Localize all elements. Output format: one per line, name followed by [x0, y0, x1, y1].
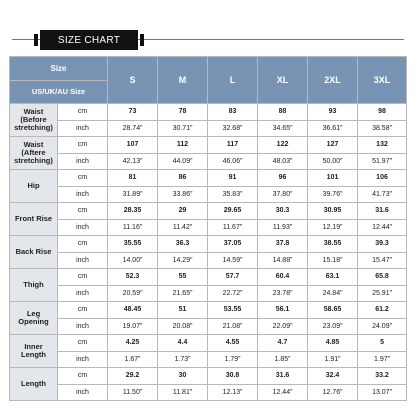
- value-cell: 12.76”: [308, 385, 358, 401]
- value-cell: 23.78”: [258, 286, 308, 302]
- value-cell: 11.16”: [108, 220, 158, 236]
- value-cell: 30.8: [208, 368, 258, 385]
- value-cell: 65.8: [358, 269, 407, 286]
- unit-cell: cm: [58, 335, 108, 352]
- value-cell: 52.3: [108, 269, 158, 286]
- value-cell: 35.83”: [208, 187, 258, 203]
- value-cell: 12.13”: [208, 385, 258, 401]
- value-cell: 106: [358, 170, 407, 187]
- value-cell: 28.35: [108, 203, 158, 220]
- value-cell: 11.67”: [208, 220, 258, 236]
- measurement-label: Inner Length: [10, 335, 58, 368]
- value-cell: 15.47”: [358, 253, 407, 269]
- value-cell: 11.50”: [108, 385, 158, 401]
- value-cell: 81: [108, 170, 158, 187]
- value-cell: 15.18”: [308, 253, 358, 269]
- value-cell: 30.71”: [158, 121, 208, 137]
- value-cell: 13.07”: [358, 385, 407, 401]
- unit-cell: cm: [58, 104, 108, 121]
- value-cell: 93: [308, 104, 358, 121]
- table-row: [10, 253, 407, 269]
- region-header: US/UK/AU Size: [10, 81, 108, 104]
- value-cell: 61.2: [358, 302, 407, 319]
- value-cell: 37.05: [208, 236, 258, 253]
- size-header: Size: [10, 57, 108, 81]
- measurement-label: Front Rise: [10, 203, 58, 236]
- value-cell: 58.65: [308, 302, 358, 319]
- value-cell: 21.65”: [158, 286, 208, 302]
- unit-cell: cm: [58, 269, 108, 286]
- value-cell: 1.85”: [258, 352, 308, 368]
- value-cell: 98: [358, 104, 407, 121]
- value-cell: 56.1: [258, 302, 308, 319]
- value-cell: 37.8: [258, 236, 308, 253]
- value-cell: 48.03”: [258, 154, 308, 170]
- value-cell: 29.65: [208, 203, 258, 220]
- unit-cell: cm: [58, 236, 108, 253]
- unit-cell: cm: [58, 203, 108, 220]
- table-row: [10, 385, 407, 401]
- value-cell: 51.97”: [358, 154, 407, 170]
- value-cell: 36.3: [158, 236, 208, 253]
- measurement-label: Leg Opening: [10, 302, 58, 335]
- unit-cell: inch: [58, 121, 108, 137]
- value-cell: 24.09”: [358, 319, 407, 335]
- size-col-3xl: 3XL: [358, 57, 407, 104]
- size-col-s: S: [108, 57, 158, 104]
- size-col-xl: XL: [258, 57, 308, 104]
- value-cell: 132: [358, 137, 407, 154]
- value-cell: 39.3: [358, 236, 407, 253]
- value-cell: 53.55: [208, 302, 258, 319]
- value-cell: 96: [258, 170, 308, 187]
- value-cell: 28.74”: [108, 121, 158, 137]
- table-row: [10, 286, 407, 302]
- page-title: SIZE CHART: [40, 30, 138, 50]
- value-cell: 14.59”: [208, 253, 258, 269]
- value-cell: 39.76”: [308, 187, 358, 203]
- table-row: [10, 302, 407, 319]
- value-cell: 88: [258, 104, 308, 121]
- value-cell: 25.91”: [358, 286, 407, 302]
- unit-cell: inch: [58, 352, 108, 368]
- unit-cell: cm: [58, 137, 108, 154]
- value-cell: 21.08”: [208, 319, 258, 335]
- size-chart-table: [9, 56, 407, 401]
- table-row: [10, 137, 407, 154]
- table-row: [10, 187, 407, 203]
- measurement-label: Hip: [10, 170, 58, 203]
- title-bar: [0, 30, 416, 50]
- value-cell: 60.4: [258, 269, 308, 286]
- table-row: [10, 170, 407, 187]
- value-cell: 117: [208, 137, 258, 154]
- value-cell: 30: [158, 368, 208, 385]
- size-col-m: M: [158, 57, 208, 104]
- value-cell: 57.7: [208, 269, 258, 286]
- value-cell: 44.09”: [158, 154, 208, 170]
- value-cell: 33.86”: [158, 187, 208, 203]
- value-cell: 4.4: [158, 335, 208, 352]
- value-cell: 32.4: [308, 368, 358, 385]
- title-tab-right: [140, 34, 144, 46]
- value-cell: 30.95: [308, 203, 358, 220]
- value-cell: 4.25: [108, 335, 158, 352]
- value-cell: 112: [158, 137, 208, 154]
- value-cell: 1.67”: [108, 352, 158, 368]
- value-cell: 33.2: [358, 368, 407, 385]
- value-cell: 14.88”: [258, 253, 308, 269]
- value-cell: 24.84”: [308, 286, 358, 302]
- value-cell: 73: [108, 104, 158, 121]
- value-cell: 36.61”: [308, 121, 358, 137]
- value-cell: 4.7: [258, 335, 308, 352]
- value-cell: 31.6: [358, 203, 407, 220]
- value-cell: 11.42”: [158, 220, 208, 236]
- value-cell: 22.72”: [208, 286, 258, 302]
- unit-cell: cm: [58, 302, 108, 319]
- table-row: [10, 335, 407, 352]
- unit-cell: cm: [58, 170, 108, 187]
- value-cell: 91: [208, 170, 258, 187]
- unit-cell: inch: [58, 385, 108, 401]
- value-cell: 42.13”: [108, 154, 158, 170]
- value-cell: 83: [208, 104, 258, 121]
- measurement-label: Back Rise: [10, 236, 58, 269]
- value-cell: 12.44”: [258, 385, 308, 401]
- table-row: [10, 154, 407, 170]
- value-cell: 12.19”: [308, 220, 358, 236]
- value-cell: 50.00”: [308, 154, 358, 170]
- value-cell: 107: [108, 137, 158, 154]
- value-cell: 31.89”: [108, 187, 158, 203]
- table-row: [10, 269, 407, 286]
- measurement-label: Waist (Before stretching): [10, 104, 58, 137]
- value-cell: 48.45: [108, 302, 158, 319]
- value-cell: 34.65”: [258, 121, 308, 137]
- value-cell: 31.6: [258, 368, 308, 385]
- unit-cell: inch: [58, 319, 108, 335]
- value-cell: 14.29”: [158, 253, 208, 269]
- value-cell: 4.55: [208, 335, 258, 352]
- unit-cell: cm: [58, 368, 108, 385]
- table-row: [10, 220, 407, 236]
- measurement-label: Thigh: [10, 269, 58, 302]
- value-cell: 37.80”: [258, 187, 308, 203]
- value-cell: 38.55: [308, 236, 358, 253]
- value-cell: 1.97”: [358, 352, 407, 368]
- value-cell: 101: [308, 170, 358, 187]
- unit-cell: inch: [58, 187, 108, 203]
- unit-cell: inch: [58, 154, 108, 170]
- measurement-label: Length: [10, 368, 58, 401]
- value-cell: 20.08”: [158, 319, 208, 335]
- unit-cell: inch: [58, 253, 108, 269]
- size-chart-body: [10, 104, 407, 401]
- value-cell: 38.58”: [358, 121, 407, 137]
- value-cell: 1.91”: [308, 352, 358, 368]
- table-row: [10, 352, 407, 368]
- unit-cell: inch: [58, 220, 108, 236]
- table-row: [10, 236, 407, 253]
- table-row: [10, 319, 407, 335]
- measurement-label: Waist (Aftere stretching): [10, 137, 58, 170]
- value-cell: 127: [308, 137, 358, 154]
- value-cell: 11.93”: [258, 220, 308, 236]
- title-tab-left: [34, 34, 38, 46]
- value-cell: 51: [158, 302, 208, 319]
- value-cell: 55: [158, 269, 208, 286]
- value-cell: 20.59”: [108, 286, 158, 302]
- value-cell: 5: [358, 335, 407, 352]
- table-row: [10, 121, 407, 137]
- value-cell: 11.81”: [158, 385, 208, 401]
- value-cell: 23.09”: [308, 319, 358, 335]
- value-cell: 35.55: [108, 236, 158, 253]
- value-cell: 78: [158, 104, 208, 121]
- table-row: [10, 368, 407, 385]
- size-col-l: L: [208, 57, 258, 104]
- table-row: [10, 104, 407, 121]
- value-cell: 41.73”: [358, 187, 407, 203]
- value-cell: 1.79”: [208, 352, 258, 368]
- table-row: [10, 203, 407, 220]
- value-cell: 1.73”: [158, 352, 208, 368]
- value-cell: 29: [158, 203, 208, 220]
- value-cell: 29.2: [108, 368, 158, 385]
- size-col-2xl: 2XL: [308, 57, 358, 104]
- value-cell: 19.07”: [108, 319, 158, 335]
- value-cell: 122: [258, 137, 308, 154]
- value-cell: 30.3: [258, 203, 308, 220]
- value-cell: 63.1: [308, 269, 358, 286]
- value-cell: 32.68”: [208, 121, 258, 137]
- value-cell: 22.09”: [258, 319, 308, 335]
- value-cell: 86: [158, 170, 208, 187]
- value-cell: 12.44”: [358, 220, 407, 236]
- value-cell: 46.06”: [208, 154, 258, 170]
- value-cell: 14.00”: [108, 253, 158, 269]
- unit-cell: inch: [58, 286, 108, 302]
- value-cell: 4.85: [308, 335, 358, 352]
